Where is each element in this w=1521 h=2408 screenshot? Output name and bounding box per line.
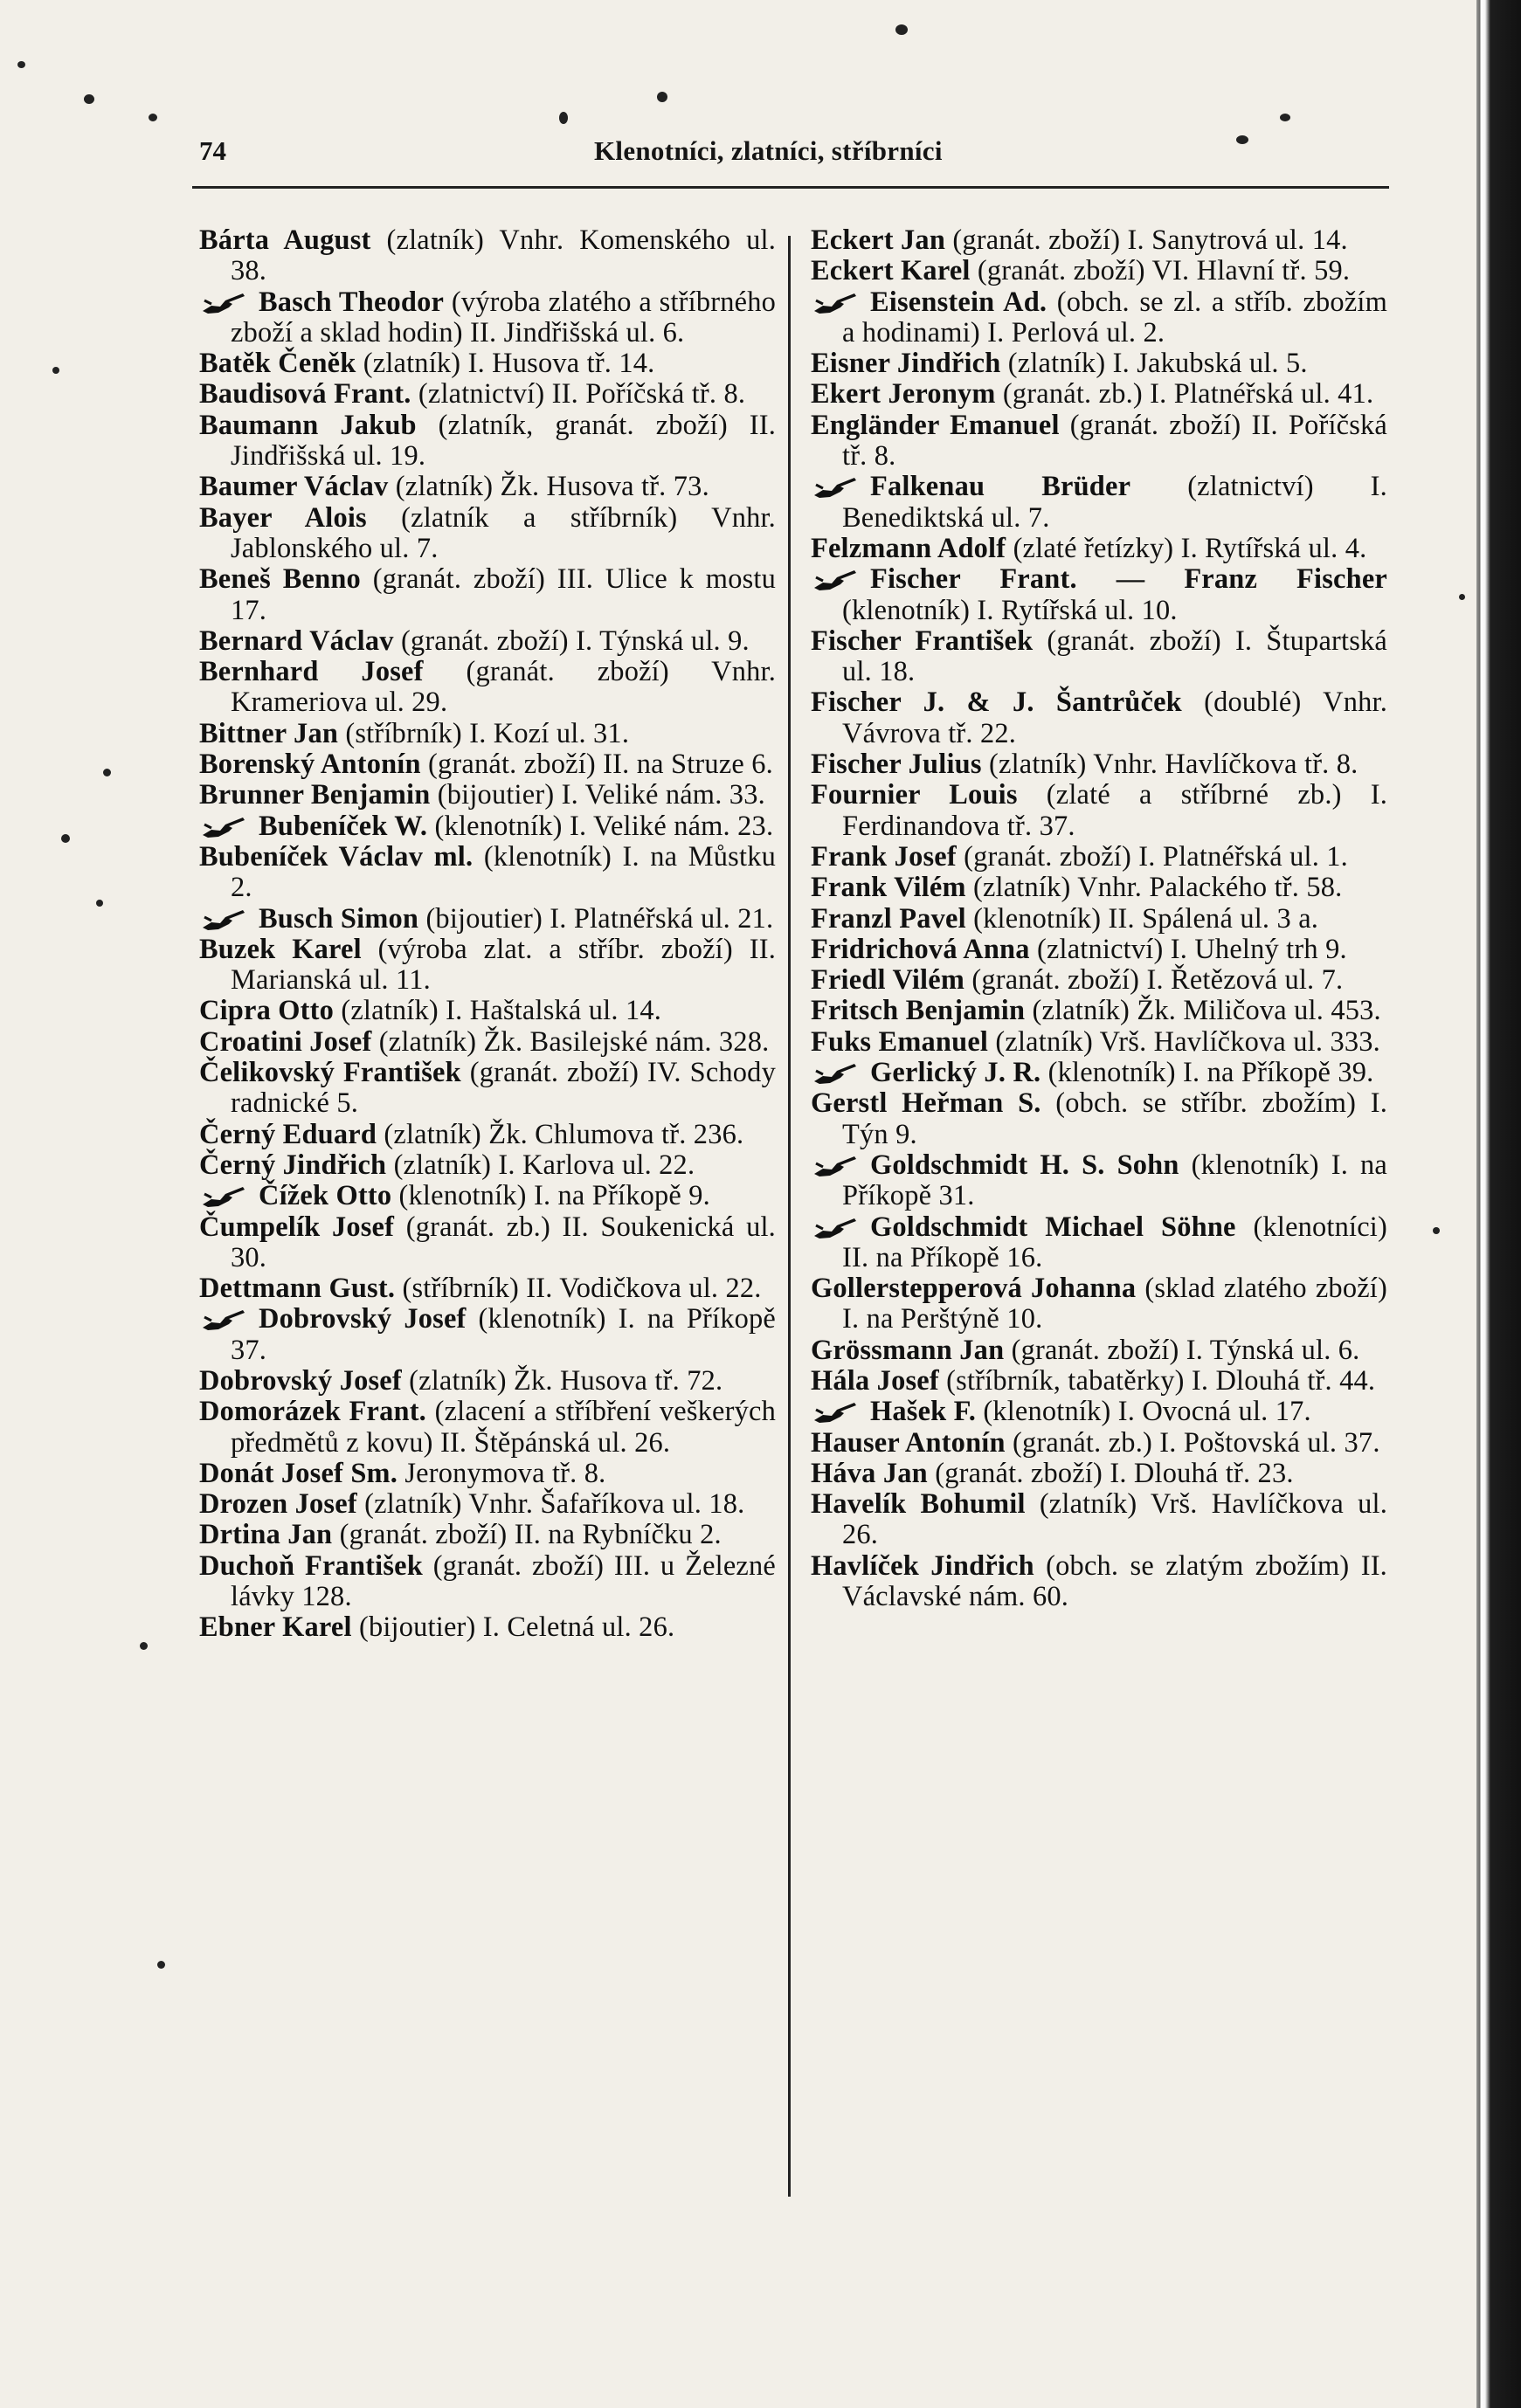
entry-name: Drtina Jan bbox=[199, 1519, 333, 1551]
directory-entry bbox=[199, 1489, 776, 1520]
entry-details: (zlatník) Žk. Basilejské nám. 328. bbox=[378, 1025, 770, 1058]
directory-entry bbox=[811, 287, 1387, 349]
entry-name: Bittner Jan bbox=[199, 717, 339, 749]
entry-details: (granát. zboží) VI. Hlavní tř. 59. bbox=[977, 255, 1351, 287]
entry-name: Bubeníček W. bbox=[259, 810, 428, 842]
directory-entry bbox=[199, 1520, 776, 1550]
entry-details: (zlatník a stříbrník) Vnhr. Jablonského ul. 7. bbox=[231, 501, 776, 564]
entry-details: (klenotník) I. na Příkopě 39. bbox=[1047, 1057, 1374, 1089]
entry-details: (klenotník) I. na Příkopě 9. bbox=[398, 1180, 710, 1212]
entry-details: (obch. se zl. a stříb. zbožím a hodinami) I. Perlová ul. 2. bbox=[842, 286, 1387, 348]
directory-entry bbox=[811, 996, 1387, 1026]
directory-entry bbox=[811, 1428, 1387, 1459]
entry-name: Croatini Josef bbox=[199, 1025, 372, 1058]
entry-name: Fournier Louis bbox=[811, 779, 1018, 811]
directory-entry bbox=[811, 379, 1387, 410]
entry-details: (granát. zboží) II. na Struze 6. bbox=[428, 749, 773, 781]
directory-entry bbox=[811, 1088, 1387, 1150]
entry-name: Donát Josef Sm. bbox=[199, 1457, 398, 1489]
print-speck bbox=[1459, 594, 1465, 600]
entry-name: Fischer Julius bbox=[811, 749, 982, 781]
entry-name: Bárta August bbox=[199, 224, 371, 256]
directory-entry bbox=[199, 1551, 776, 1613]
entry-details: (granát. zboží) I. Řetězová ul. 7. bbox=[971, 964, 1344, 997]
header-rule bbox=[192, 186, 1389, 189]
directory-entry bbox=[811, 348, 1387, 379]
entry-name: Busch Simon bbox=[259, 902, 419, 935]
directory-entry bbox=[199, 935, 776, 997]
directory-entry bbox=[199, 503, 776, 565]
page-header bbox=[190, 135, 1387, 179]
entry-name: Buzek Karel bbox=[199, 933, 362, 965]
print-speck bbox=[140, 1642, 148, 1650]
entry-name: Bernhard Josef bbox=[199, 656, 424, 688]
entry-details: (granát. zboží) I. Týnská ul. 6. bbox=[1011, 1334, 1360, 1366]
directory-entry bbox=[811, 687, 1387, 749]
directory-entry bbox=[811, 1459, 1387, 1489]
entry-details: (granát. zboží) III. Ulice k mostu 17. bbox=[231, 563, 776, 626]
entry-details: (zlatník) I. Jakubská ul. 5. bbox=[1007, 348, 1308, 380]
entry-details: (granát. zboží) I. Štupartská ul. 18. bbox=[842, 624, 1387, 688]
entry-details: (granát. zb.) I. Platnéřská ul. 41. bbox=[1002, 378, 1374, 411]
entry-name: Čelikovský František bbox=[199, 1057, 461, 1089]
entry-name: Fischer František bbox=[811, 624, 1034, 657]
print-speck bbox=[17, 61, 25, 68]
entry-details: (zlacení a stříbření veškerých předmětů z kovu) II. Štěpánská ul. 26. bbox=[231, 1396, 776, 1459]
entry-details: (granát. zboží) III. u Železné lávky 128. bbox=[231, 1549, 776, 1613]
directory-entry bbox=[811, 534, 1387, 564]
pointing-hand-icon bbox=[199, 907, 252, 931]
directory-entry bbox=[811, 564, 1387, 626]
entry-details: (výroba zlat. a stříbr. zboží) II. Marianská ul. 11. bbox=[231, 933, 776, 997]
directory-entry bbox=[199, 749, 776, 780]
entry-details: (klenotník) I. Veliké nám. 23. bbox=[434, 810, 774, 842]
entry-details: (klenotník) I. Ovocná ul. 17. bbox=[983, 1396, 1311, 1428]
directory-entry bbox=[811, 225, 1387, 256]
entry-details: (granát. zboží) II. na Rybníčku 2. bbox=[339, 1519, 722, 1551]
pointing-hand-icon bbox=[811, 1153, 863, 1177]
directory-entry bbox=[811, 1058, 1387, 1088]
entry-details: (zlatník) Vnhr. Komenského ul. 38. bbox=[231, 224, 777, 287]
pointing-hand-icon bbox=[811, 290, 863, 314]
entry-name: Baumer Václav bbox=[199, 471, 389, 503]
entry-name: Dettmann Gust. bbox=[199, 1273, 396, 1305]
entry-name: Drozen Josef bbox=[199, 1488, 357, 1521]
entry-details: (klenotník) I. na Můstku 2. bbox=[231, 840, 776, 904]
directory-entry bbox=[199, 1027, 776, 1058]
directory-entry bbox=[199, 1212, 776, 1274]
entry-details: (granát. zboží) I. Platnéřská ul. 1. bbox=[964, 840, 1348, 873]
directory-entry bbox=[199, 1058, 776, 1120]
entry-name: Felzmann Adolf bbox=[811, 532, 1006, 564]
entry-details: (zlatník) Žk. Chlumova tř. 236. bbox=[384, 1118, 744, 1150]
pointing-hand-icon bbox=[199, 814, 252, 838]
entry-details: (klenotník) I. na Příkopě 37. bbox=[231, 1303, 776, 1366]
directory-entry bbox=[811, 904, 1387, 935]
entry-name: Ekert Jeronym bbox=[811, 378, 996, 411]
entry-name: Basch Theodor bbox=[259, 286, 445, 318]
directory-entry bbox=[199, 564, 776, 626]
entry-details: Jeronymova tř. 8. bbox=[404, 1457, 606, 1489]
directory-entry bbox=[811, 411, 1387, 473]
pointing-hand-icon bbox=[199, 290, 252, 314]
entry-name: Fischer J. & J. Šantrůček bbox=[811, 687, 1182, 719]
entry-details: (klenotník) II. Spálená ul. 3 a. bbox=[973, 902, 1319, 935]
directory-entry bbox=[199, 780, 776, 811]
directory-entry bbox=[811, 749, 1387, 780]
entry-name: Domorázek Frant. bbox=[199, 1396, 426, 1428]
entry-name: Baudisová Frant. bbox=[199, 378, 411, 411]
entry-name: Brunner Benjamin bbox=[199, 779, 431, 811]
directory-entry bbox=[199, 1120, 776, 1150]
entry-name: Fischer Frant. — Franz Fischer bbox=[870, 563, 1387, 596]
page-number: 74 bbox=[199, 135, 226, 166]
entry-details: (granát. zboží) Vnhr. Krameriova ul. 29. bbox=[231, 656, 776, 719]
entry-details: (sklad zlatého zboží) I. na Perštýně 10. bbox=[842, 1273, 1387, 1335]
entry-details: (stříbrník, tabatěrky) I. Dlouhá tř. 44. bbox=[946, 1364, 1376, 1397]
entry-details: (stříbrník) II. Vodičkova ul. 22. bbox=[402, 1273, 762, 1305]
entry-details: (klenotník) I. Rytířská ul. 10. bbox=[842, 594, 1178, 626]
directory-entry bbox=[199, 719, 776, 749]
entry-name: Havelík Bohumil bbox=[811, 1488, 1026, 1521]
entry-name: Bernard Václav bbox=[199, 624, 394, 657]
entry-name: Gollerstepperová Johanna bbox=[811, 1273, 1137, 1305]
directory-entry bbox=[811, 1489, 1387, 1551]
directory-entry bbox=[199, 1150, 776, 1181]
entry-name: Duchoň František bbox=[199, 1549, 423, 1582]
directory-entry bbox=[811, 1027, 1387, 1058]
directory-entry bbox=[199, 1181, 776, 1211]
print-speck bbox=[96, 900, 103, 907]
entry-name: Beneš Benno bbox=[199, 563, 361, 596]
entry-details: (bijoutier) I. Veliké nám. 33. bbox=[437, 779, 765, 811]
print-speck bbox=[157, 1961, 165, 1969]
print-speck bbox=[1433, 1227, 1440, 1234]
directory-entry bbox=[199, 225, 776, 287]
directory-entry bbox=[199, 472, 776, 502]
entry-name: Goldschmidt H. S. Sohn bbox=[870, 1149, 1179, 1181]
directory-entry bbox=[811, 1273, 1387, 1335]
pointing-hand-icon bbox=[199, 1183, 252, 1208]
directory-entry bbox=[811, 1212, 1387, 1274]
entry-name: Černý Eduard bbox=[199, 1118, 377, 1150]
entry-details: (zlatník) I. Husova tř. 14. bbox=[363, 348, 655, 380]
directory-entry bbox=[811, 935, 1387, 965]
directory-entry bbox=[199, 287, 776, 349]
entry-details: (zlatník, granát. zboží) II. Jindřišská ul. 19. bbox=[231, 409, 776, 473]
entry-name: Eisner Jindřich bbox=[811, 348, 1001, 380]
directory-entry bbox=[811, 965, 1387, 996]
print-speck bbox=[84, 94, 94, 104]
entry-details: (zlatník) Vrš. Havlíčkova ul. 333. bbox=[995, 1025, 1380, 1058]
directory-entry bbox=[811, 1335, 1387, 1366]
entry-name: Gerlický J. R. bbox=[870, 1057, 1041, 1089]
entry-details: (granát. zboží) I. Dlouhá tř. 23. bbox=[935, 1457, 1294, 1489]
pointing-hand-icon bbox=[811, 474, 863, 499]
entry-name: Černý Jindřich bbox=[199, 1149, 387, 1181]
entry-details: (granát. zboží) I. Týnská ul. 9. bbox=[400, 624, 750, 657]
entry-name: Gerstl Heřman S. bbox=[811, 1087, 1041, 1120]
entry-details: (doublé) Vnhr. Vávrova tř. 22. bbox=[842, 687, 1387, 749]
directory-entry bbox=[811, 1150, 1387, 1212]
directory-entry bbox=[199, 379, 776, 410]
entry-name: Ebner Karel bbox=[199, 1611, 352, 1644]
entry-details: (bijoutier) I. Celetná ul. 26. bbox=[358, 1611, 675, 1644]
directory-entry bbox=[199, 348, 776, 379]
entry-name: Bubeníček Václav ml. bbox=[199, 840, 474, 873]
entry-details: (granát. zboží) IV. Schody radnické 5. bbox=[231, 1057, 776, 1120]
entry-name: Eckert Karel bbox=[811, 255, 971, 287]
entry-details: (zlatník) Vnhr. Palackého tř. 58. bbox=[972, 872, 1343, 904]
directory-entry bbox=[199, 657, 776, 719]
directory-entry bbox=[199, 1366, 776, 1397]
entry-name: Borenský Antonín bbox=[199, 749, 421, 781]
entry-name: Frank Vilém bbox=[811, 872, 966, 904]
entry-details: (zlatník) Žk. Husova tř. 73. bbox=[395, 471, 709, 503]
entry-name: Franzl Pavel bbox=[811, 902, 966, 935]
pointing-hand-icon bbox=[811, 1215, 863, 1239]
entry-details: (bijoutier) I. Platnéřská ul. 21. bbox=[425, 902, 774, 935]
entry-details: (zlaté řetízky) I. Rytířská ul. 4. bbox=[1013, 532, 1367, 564]
directory-entry bbox=[199, 1612, 776, 1643]
directory-entry bbox=[199, 411, 776, 473]
column-divider bbox=[788, 236, 791, 2197]
entry-name: Grössmann Jan bbox=[811, 1334, 1005, 1366]
print-speck bbox=[52, 367, 59, 374]
entry-name: Friedl Vilém bbox=[811, 964, 965, 997]
running-title: Klenotníci, zlatníci, stříbrníci bbox=[594, 135, 943, 166]
pointing-hand-icon bbox=[811, 567, 863, 591]
entry-name: Čumpelík Josef bbox=[199, 1211, 395, 1243]
entry-name: Fuks Emanuel bbox=[811, 1025, 989, 1058]
directory-entry bbox=[199, 904, 776, 935]
entry-name: Engländer Emanuel bbox=[811, 409, 1060, 441]
directory-entry bbox=[811, 873, 1387, 903]
directory-entry bbox=[199, 996, 776, 1026]
print-speck bbox=[103, 769, 111, 776]
entry-details: (obch. se stříbr. zbožím) I. Týn 9. bbox=[842, 1087, 1387, 1150]
entry-details: (zlatník) Vrš. Havlíčkova ul. 26. bbox=[842, 1488, 1387, 1551]
entry-details: (zlaté a stříbrné zb.) I. Ferdinandova tř. 37. bbox=[842, 779, 1387, 842]
print-speck bbox=[1236, 135, 1248, 144]
entry-name: Dobrovský Josef bbox=[199, 1364, 402, 1397]
entry-name: Goldschmidt Michael Söhne bbox=[870, 1211, 1236, 1243]
directory-entry bbox=[199, 811, 776, 842]
pointing-hand-icon bbox=[199, 1307, 252, 1331]
directory-entry bbox=[199, 626, 776, 657]
entry-name: Hašek F. bbox=[870, 1396, 976, 1428]
entry-details: (zlatník) I. Karlova ul. 22. bbox=[393, 1149, 695, 1181]
entry-name: Hála Josef bbox=[811, 1364, 939, 1397]
entry-name: Baumann Jakub bbox=[199, 409, 417, 441]
directory-entry bbox=[811, 472, 1387, 534]
entry-name: Hauser Antonín bbox=[811, 1426, 1006, 1459]
print-speck bbox=[149, 114, 157, 121]
entry-name: Falkenau Brüder bbox=[870, 471, 1131, 503]
print-speck bbox=[657, 92, 667, 102]
entry-details: (zlatník) Vnhr. Šafaříkova ul. 18. bbox=[364, 1488, 745, 1521]
entry-details: (klenotník) I. na Příkopě 31. bbox=[842, 1149, 1387, 1212]
entry-name: Eisenstein Ad. bbox=[870, 286, 1047, 318]
entry-details: (zlatník) Vnhr. Havlíčkova tř. 8. bbox=[989, 749, 1359, 781]
entry-details: (granát. zb.) II. Soukenická ul. 30. bbox=[231, 1211, 776, 1273]
entry-details: (zlatnictví) II. Poříčská tř. 8. bbox=[418, 378, 746, 411]
print-speck bbox=[559, 112, 568, 124]
directory-entry bbox=[811, 1551, 1387, 1613]
entry-name: Fritsch Benjamin bbox=[811, 995, 1026, 1027]
entry-details: (klenotníci) II. na Příkopě 16. bbox=[842, 1211, 1387, 1273]
entry-details: (výroba zlatého a stříbrného zboží a sklad hodin) II. Jindřišská ul. 6. bbox=[231, 286, 776, 348]
entry-name: Batěk Čeněk bbox=[199, 348, 356, 380]
entry-name: Eckert Jan bbox=[811, 224, 946, 256]
entry-name: Bayer Alois bbox=[199, 501, 367, 534]
directory-entry bbox=[811, 1397, 1387, 1427]
entry-details: (zlatnictví) I. Benediktská ul. 7. bbox=[842, 471, 1387, 534]
print-speck bbox=[895, 24, 908, 35]
entry-details: (granát. zboží) II. Poříčská tř. 8. bbox=[842, 409, 1387, 473]
print-speck bbox=[1280, 114, 1290, 121]
directory-entry bbox=[199, 1304, 776, 1366]
entry-name: Havlíček Jindřich bbox=[811, 1549, 1034, 1582]
directory-entry bbox=[199, 1397, 776, 1459]
directory-entry bbox=[199, 1273, 776, 1304]
entry-details: (zlatník) Žk. Miličova ul. 453. bbox=[1032, 995, 1381, 1027]
entry-details: (zlatník) Žk. Husova tř. 72. bbox=[409, 1364, 723, 1397]
left-column bbox=[199, 225, 776, 1644]
entry-details: (obch. se zlatým zbožím) II. Václavské nám. 60. bbox=[842, 1549, 1387, 1613]
entry-name: Dobrovský Josef bbox=[259, 1303, 467, 1335]
entry-details: (granát. zb.) I. Poštovská ul. 37. bbox=[1013, 1426, 1380, 1459]
entry-name: Cipra Otto bbox=[199, 995, 335, 1027]
directory-entry bbox=[811, 780, 1387, 842]
entry-name: Frank Josef bbox=[811, 840, 957, 873]
directory-entry bbox=[811, 626, 1387, 688]
print-speck bbox=[61, 834, 70, 843]
entry-name: Háva Jan bbox=[811, 1457, 928, 1489]
directory-entry bbox=[199, 1459, 776, 1489]
directory-entry bbox=[811, 1366, 1387, 1397]
page-edge bbox=[1476, 0, 1521, 2408]
pointing-hand-icon bbox=[811, 1399, 863, 1424]
entry-name: Čížek Otto bbox=[259, 1180, 392, 1212]
directory-entry bbox=[811, 256, 1387, 286]
right-column bbox=[811, 225, 1387, 1612]
entry-name: Fridrichová Anna bbox=[811, 933, 1030, 965]
directory-entry bbox=[199, 842, 776, 904]
pointing-hand-icon bbox=[811, 1060, 863, 1085]
entry-details: (zlatnictví) I. Uhelný trh 9. bbox=[1036, 933, 1347, 965]
entry-details: (stříbrník) I. Kozí ul. 31. bbox=[345, 717, 630, 749]
entry-details: (zlatník) I. Haštalská ul. 14. bbox=[341, 995, 662, 1027]
directory-entry bbox=[811, 842, 1387, 873]
entry-details: (granát. zboží) I. Sanytrová ul. 14. bbox=[952, 224, 1348, 256]
